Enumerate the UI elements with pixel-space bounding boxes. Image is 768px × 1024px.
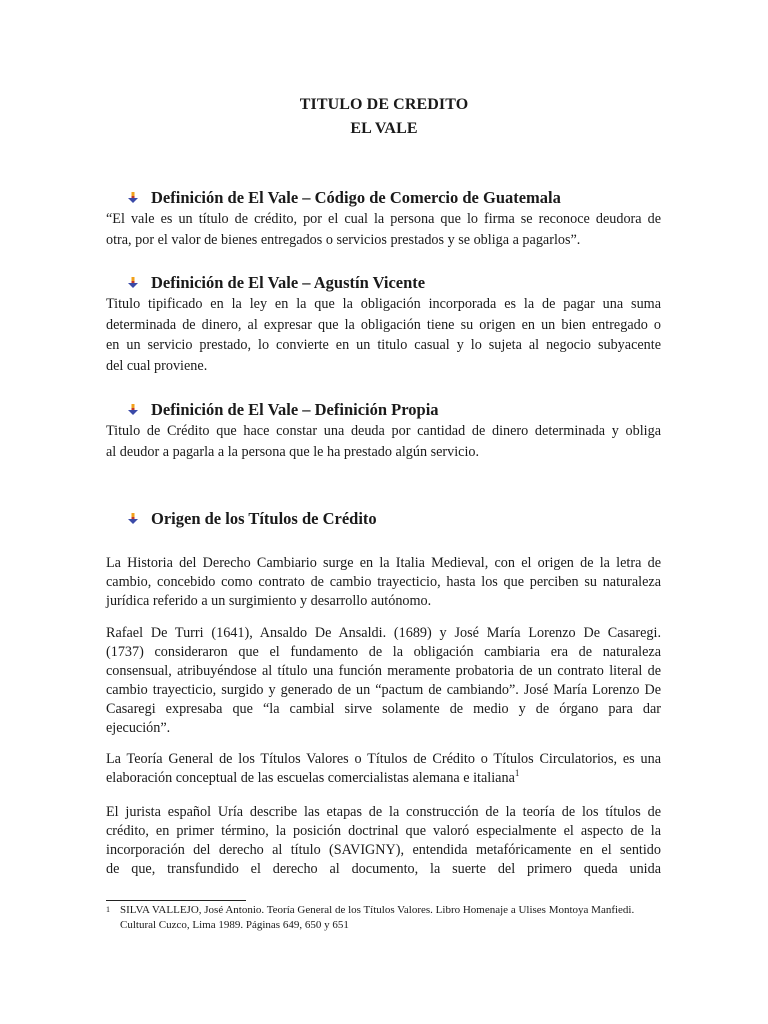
footnote-line: SILVA VALLEJO, José Antonio. Teoría General de los Títulos Valores. Libro Homenaje a Ulises Montoya Manfiedi.: [120, 904, 635, 916]
section-heading-agustin-vicente: [128, 272, 425, 294]
footnote-reference[interactable]: 1: [514, 768, 520, 779]
paragraph-line: de que, transfundido el derecho al documento, la suerte del primero queda unida: [106, 861, 661, 878]
document-title: TITULO DE CREDITO: [299, 96, 469, 113]
paragraph-line-text: elaboración conceptual de las escuelas comercialistas alemana e italiana: [106, 770, 515, 787]
paragraph-line: “El vale es un título de crédito, por el cual la persona que lo firma se reconoce deudora de: [106, 211, 661, 227]
paragraph-line: Titulo tipificado en la ley en la que la obligación incorporada es la de pagar una suma: [106, 296, 661, 312]
arrow-down-bullet-icon: [128, 192, 138, 204]
paragraph-line: determinada de dinero, al expresar que la obligación tiene su origen en un bien entregado o: [106, 316, 661, 333]
paragraph-line: Rafael De Turri (1641), Ansaldo De Ansaldi. (1689) y José María Lorenzo De Casaregi.: [106, 625, 661, 641]
paragraph-line: El jurista español Uría describe las etapas de la construcción de la teoría de los títulos de: [106, 804, 661, 820]
section-heading-codigo-comercio: [128, 187, 561, 209]
paragraph-line: Titulo de Crédito que hace constar una deuda por cantidad de dinero determinada y obliga: [106, 423, 661, 439]
arrow-down-bullet-icon: [128, 404, 138, 416]
section-heading-text: Origen de los Títulos de Crédito: [151, 509, 377, 528]
paragraph-line: ejecución”.: [106, 720, 171, 737]
paragraph-line: al deudor a pagarla a la persona que le ha prestado algún servicio.: [106, 443, 480, 460]
paragraph-line: La Historia del Derecho Cambiario surge en la Italia Medieval, con el origen de la letra de: [106, 555, 661, 571]
paragraph-line: del cual proviene.: [106, 357, 208, 374]
section-paragraph: [106, 624, 661, 739]
paragraph-line: otra, por el valor de bienes entregados o servicios prestados y se obliga a pagarlos”.: [106, 231, 581, 248]
section-heading-text: Definición de El Vale – Definición Propia: [151, 400, 439, 419]
footnote-mark: 1: [106, 905, 110, 914]
section-heading-text: Definición de El Vale – Agustín Vicente: [151, 273, 426, 292]
paragraph-line: jurídica referido a un surgimiento y desarrollo autónomo.: [106, 593, 432, 610]
section-paragraph: [106, 803, 661, 879]
section-paragraph: [106, 294, 661, 376]
paragraph-line: cambio, concebido como contrato de cambio trayecticio, hasta los que perciben su naturaleza: [106, 574, 661, 591]
section-paragraph: [106, 421, 661, 462]
arrow-down-bullet-icon: [128, 277, 138, 289]
paragraph-line: crédito, en primer término, la posición doctrinal que valoró especialmente el aspecto de la: [106, 823, 661, 840]
paragraph-line: [106, 769, 661, 788]
arrow-down-bullet-icon: [128, 513, 138, 525]
footnote: [106, 903, 666, 933]
section-paragraph: [106, 209, 661, 250]
paragraph-line: consensual, atribuyéndose al título una función meramente probatoria de un contrato literal de: [106, 663, 661, 680]
paragraph-line: La Teoría General de los Títulos Valores o Títulos de Crédito o Títulos Circulatorios, es una: [106, 751, 661, 767]
footnote-line: Cultural Cuzco, Lima 1989. Páginas 649, 650 y 651: [120, 919, 349, 931]
paragraph-line: Casaregi expresaba que “la cambial sirve solamente de medio y de órgano para dar: [106, 701, 661, 718]
footnote-separator: [106, 900, 246, 901]
document-subtitle: EL VALE: [350, 120, 418, 137]
paragraph-line: cambio trayecticio, surgido y generado de un “pactum de cambiando”. José María Lorenzo De: [106, 682, 661, 699]
section-paragraph: [106, 750, 661, 788]
paragraph-line: (1737) consideraron que el fundamento de la obligación cambiaria era de naturaleza: [106, 644, 661, 661]
paragraph-line: incorporación del derecho al título (SAVIGNY), entendida metafóricamente en el sentido: [106, 842, 661, 859]
section-heading-text: Definición de El Vale – Código de Comercio de Guatemala: [151, 188, 561, 207]
section-paragraph: [106, 554, 661, 611]
paragraph-line: en un servicio prestado, lo convierte en un titulo casual y lo sujeta al negocio subyacente: [106, 337, 661, 354]
section-heading-origen: [128, 508, 377, 530]
section-heading-definicion-propia: [128, 399, 439, 421]
